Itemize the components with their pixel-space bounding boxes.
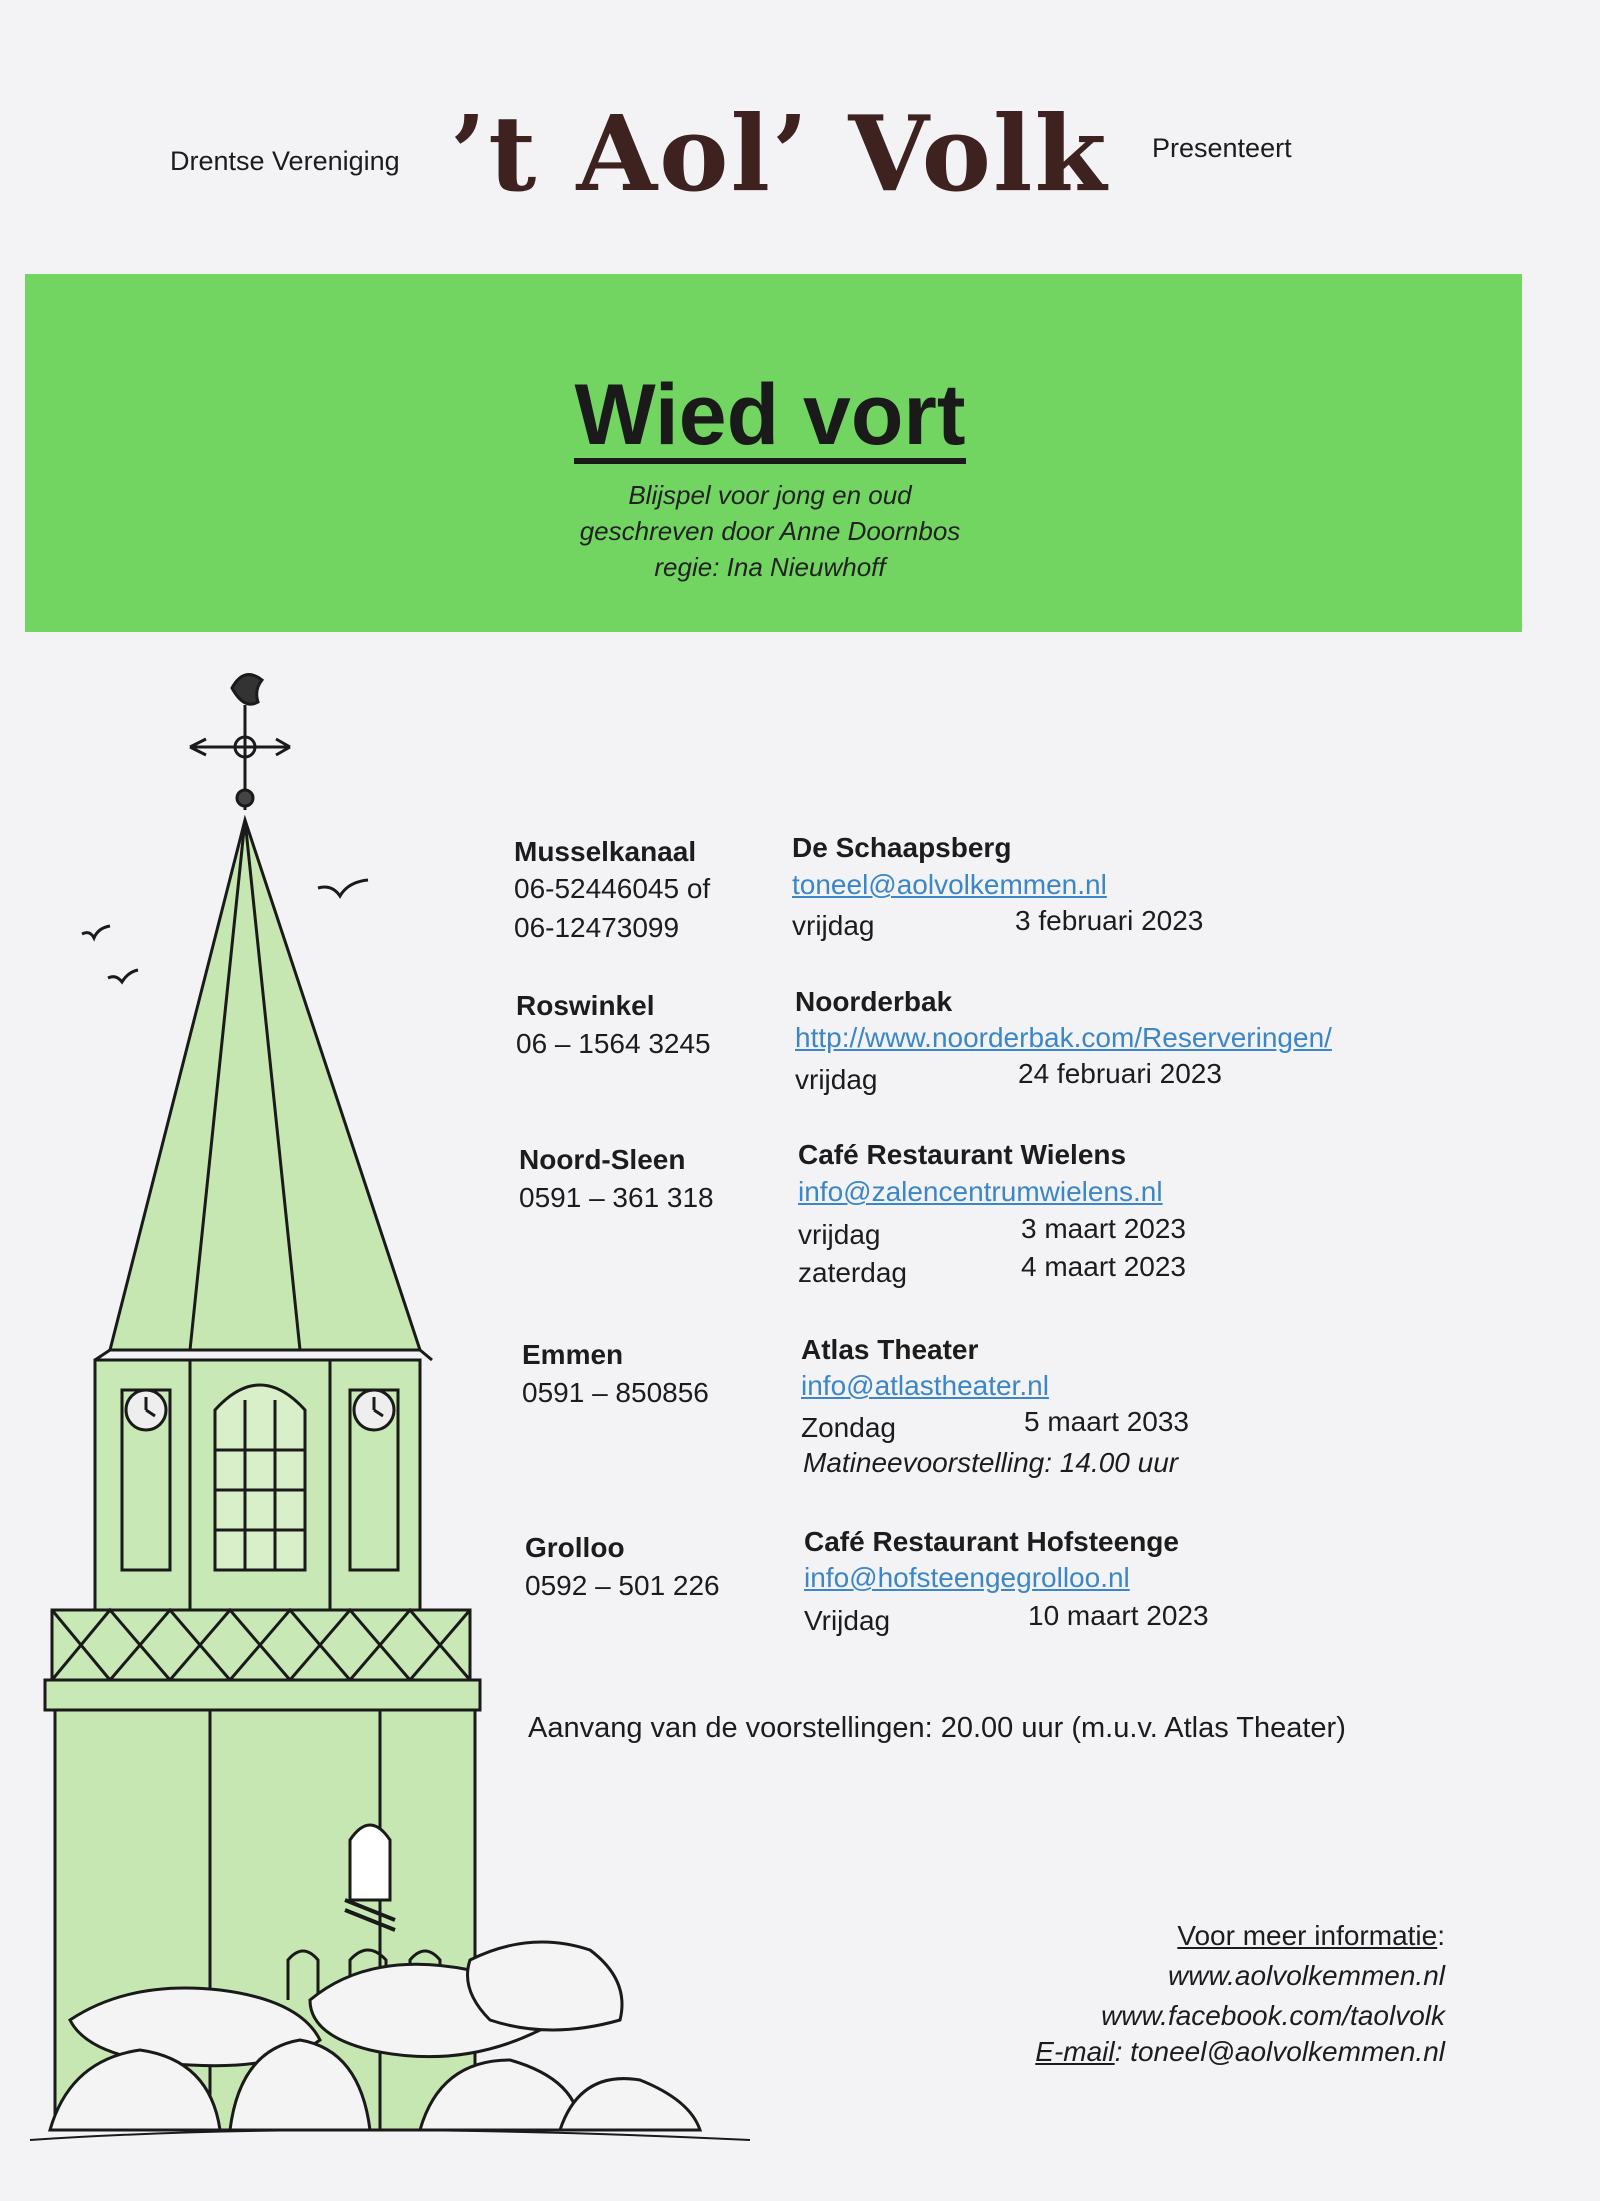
performance-date: 5 maart 2033 bbox=[1024, 1406, 1189, 1437]
phone-number: 0592 – 501 226 bbox=[525, 1570, 720, 1601]
performance-day: vrijdag bbox=[798, 1219, 881, 1250]
play-title-text: Wied vort bbox=[574, 367, 966, 463]
reservation-link[interactable]: info@hofsteengegrolloo.nl bbox=[804, 1562, 1130, 1593]
performance-day: Vrijdag bbox=[804, 1605, 891, 1636]
weather-vane-icon bbox=[190, 675, 290, 810]
start-time-note: Aanvang van de voorstellingen: 20.00 uur (m.u.v. Atlas Theater) bbox=[528, 1712, 1346, 1744]
performance-day: zaterdag bbox=[798, 1257, 907, 1288]
city-name: Musselkanaal bbox=[514, 836, 697, 867]
venue-name: Café Restaurant Wielens bbox=[798, 1139, 1127, 1170]
email-label: E-mail bbox=[1035, 2036, 1115, 2067]
association-label: Drentse Vereniging bbox=[170, 146, 400, 176]
bird-icon bbox=[318, 880, 368, 896]
performance-date: 3 februari 2023 bbox=[1015, 905, 1204, 936]
venue-name: Café Restaurant Hofsteenge bbox=[804, 1526, 1179, 1557]
city-name: Grolloo bbox=[525, 1532, 625, 1563]
venue-name: Atlas Theater bbox=[801, 1334, 979, 1365]
performance-day: Zondag bbox=[801, 1412, 896, 1443]
reservation-link[interactable]: http://www.noorderbak.com/Reserveringen/ bbox=[795, 1022, 1332, 1053]
email-address[interactable]: : toneel@aolvolkemmen.nl bbox=[1114, 2036, 1445, 2067]
presents-label: Presenteert bbox=[1152, 133, 1292, 163]
city-name: Emmen bbox=[522, 1339, 624, 1370]
more-info-colon: : bbox=[1437, 1920, 1445, 1951]
phone-number: 0591 – 361 318 bbox=[519, 1182, 714, 1213]
bird-icon bbox=[108, 970, 138, 982]
performance-date: 10 maart 2023 bbox=[1028, 1600, 1209, 1631]
phone-number: 06-52446045 of bbox=[514, 873, 711, 904]
reservation-link[interactable]: info@atlastheater.nl bbox=[801, 1370, 1049, 1401]
city-name: Roswinkel bbox=[516, 990, 655, 1021]
email-line bbox=[1035, 2036, 1445, 2068]
performance-date: 3 maart 2023 bbox=[1021, 1213, 1186, 1244]
more-info-heading-text: Voor meer informatie bbox=[1177, 1920, 1438, 1951]
facebook-link[interactable]: www.facebook.com/taolvolk bbox=[1101, 2000, 1445, 2031]
venue-name: De Schaapsberg bbox=[792, 832, 1012, 863]
reservation-link[interactable]: toneel@aolvolkemmen.nl bbox=[792, 869, 1107, 900]
performance-date: 24 februari 2023 bbox=[1018, 1058, 1222, 1089]
phone-number: 06-12473099 bbox=[514, 912, 680, 943]
subtitle-genre: Blijspel voor jong en oud bbox=[628, 480, 912, 510]
performance-day: vrijdag bbox=[795, 1064, 878, 1095]
reservation-link[interactable]: info@zalencentrumwielens.nl bbox=[798, 1176, 1163, 1207]
phone-number: 06 – 1564 3245 bbox=[516, 1028, 711, 1059]
matinee-note: Matineevoorstelling: 14.00 uur bbox=[803, 1447, 1179, 1478]
bird-icon bbox=[82, 926, 110, 938]
subtitle-director: regie: Ina Nieuwhoff bbox=[654, 552, 886, 582]
performance-date: 4 maart 2023 bbox=[1021, 1251, 1186, 1282]
more-info-heading bbox=[1177, 1920, 1445, 1952]
venue-name: Noorderbak bbox=[795, 986, 953, 1017]
performance-day: vrijdag bbox=[792, 910, 875, 941]
club-logo-text: ’t Aol’ Volk bbox=[450, 92, 1109, 215]
website-link[interactable]: www.aolvolkemmen.nl bbox=[1168, 1960, 1445, 1991]
play-title bbox=[0, 366, 1540, 465]
subtitle-author: geschreven door Anne Doornbos bbox=[579, 516, 961, 546]
city-name: Noord-Sleen bbox=[519, 1144, 686, 1175]
phone-number: 0591 – 850856 bbox=[522, 1377, 709, 1408]
